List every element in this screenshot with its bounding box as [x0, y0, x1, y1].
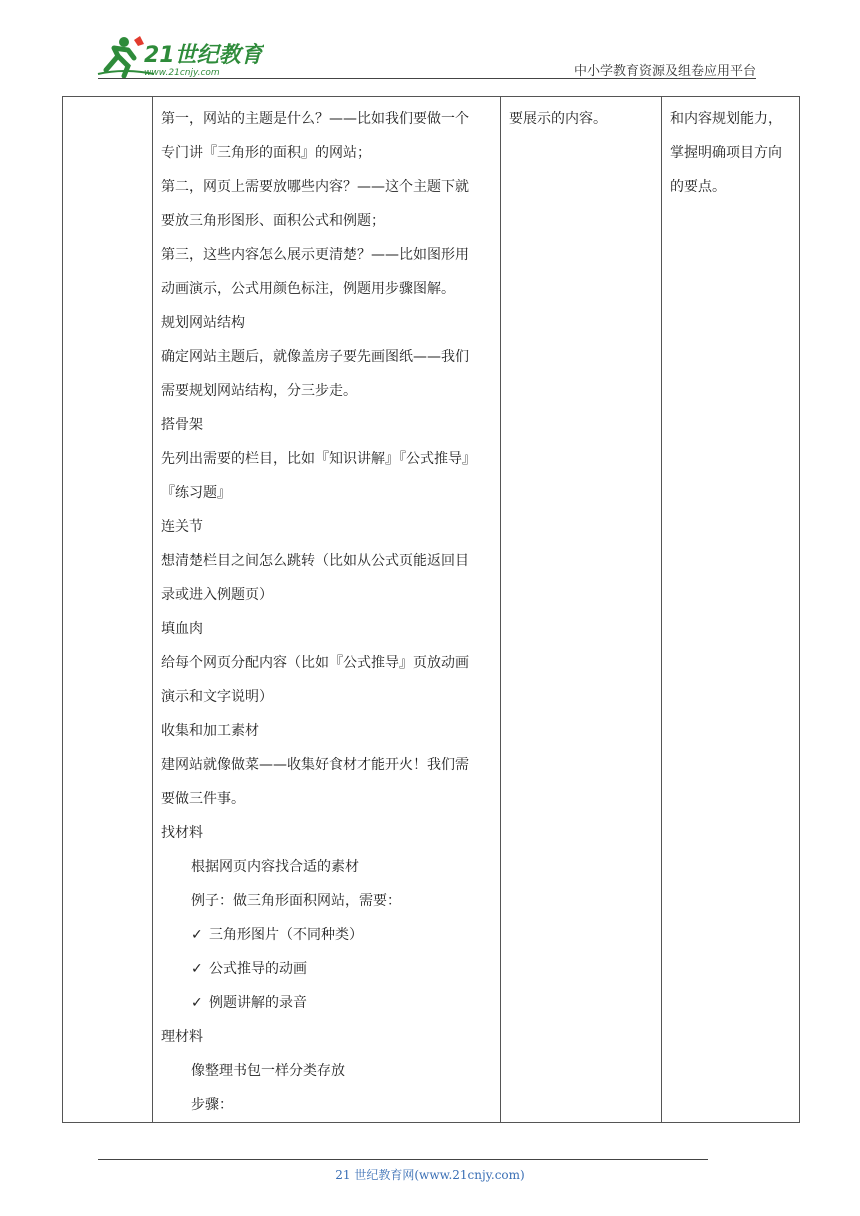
platform-title: 中小学教育资源及组卷应用平台	[573, 64, 756, 79]
checklist-item-text: 三角形图片（不同种类）	[209, 927, 363, 943]
lesson-table	[62, 96, 800, 1123]
activity-line: 要放三角形图形、面积公式和例题；	[161, 213, 385, 229]
activity-line: 动画演示，公式用颜色标注，例题用步骤图解。	[161, 281, 455, 297]
stage-cell	[63, 97, 153, 1123]
check-icon: ✓	[191, 995, 203, 1011]
activity-line: 规划网站结构	[161, 315, 245, 331]
activity-line: 想清楚栏目之间怎么跳转（比如从公式页能返回目	[161, 553, 469, 569]
activity-line: 确定网站主题后，就像盖房子要先画图纸——我们	[161, 349, 469, 365]
design-intent-line: 掌握明确项目方向	[670, 145, 782, 161]
activity-line: 演示和文字说明）	[161, 689, 273, 705]
teaching-activity-cell	[153, 97, 501, 1123]
logo-text: 21世纪教育	[144, 43, 263, 68]
activity-line: 建网站就像做菜——收集好食材才能开火！我们需	[161, 757, 469, 773]
checklist-item	[161, 918, 500, 952]
activity-line: 步骤：	[191, 1097, 233, 1113]
checklist-item	[161, 952, 500, 986]
activity-line: 需要规划网站结构，分三步走。	[161, 383, 357, 399]
checklist-item	[161, 986, 500, 1020]
activity-line: 给每个网页分配内容（比如『公式推导』页放动画	[161, 655, 469, 671]
activity-line: 找材料	[161, 825, 203, 841]
activity-line: 搭骨架	[161, 417, 203, 433]
activity-line: 先列出需要的栏目，比如『知识讲解』『公式推导』	[161, 451, 476, 467]
activity-line: 收集和加工素材	[161, 723, 259, 739]
header-divider	[98, 78, 756, 79]
checklist-item-text: 例题讲解的录音	[209, 995, 307, 1011]
student-activity-cell	[501, 97, 662, 1123]
activity-line: 填血肉	[161, 621, 203, 637]
design-intent-line: 的要点。	[670, 179, 726, 195]
checklist-item-text: 公式推导的动画	[209, 961, 307, 977]
table-row	[63, 97, 800, 1123]
activity-line: 理材料	[161, 1029, 203, 1045]
logo-url-text: www.21cnjy.com	[144, 68, 220, 78]
activity-line: 『练习题』	[161, 485, 231, 501]
footer-divider	[98, 1159, 708, 1160]
activity-lines	[153, 97, 500, 1122]
page-header	[0, 0, 860, 90]
activity-line: 像整理书包一样分类存放	[191, 1063, 345, 1079]
activity-line: 第一，网站的主题是什么？——比如我们要做一个	[161, 111, 469, 127]
design-intent-lines	[662, 97, 799, 204]
student-activity-text: 要展示的内容。	[509, 111, 607, 127]
footer-text: 21 世纪教育网(www.21cnjy.com)	[335, 1168, 525, 1182]
check-icon: ✓	[191, 961, 203, 977]
activity-line: 连关节	[161, 519, 203, 535]
activity-line: 要做三件事。	[161, 791, 245, 807]
activity-line: 根据网页内容找合适的素材	[191, 859, 359, 875]
check-icon: ✓	[191, 927, 203, 943]
design-intent-cell	[662, 97, 800, 1123]
design-intent-line: 和内容规划能力，	[670, 111, 782, 127]
activity-line: 第二，网页上需要放哪些内容？——这个主题下就	[161, 179, 469, 195]
logo	[94, 32, 264, 80]
activity-line: 专门讲『三角形的面积』的网站；	[161, 145, 371, 161]
activity-line: 例子：做三角形面积网站，需要：	[191, 893, 401, 909]
activity-line: 录或进入例题页）	[161, 587, 273, 603]
activity-line: 第三，这些内容怎么展示更清楚？——比如图形用	[161, 247, 469, 263]
